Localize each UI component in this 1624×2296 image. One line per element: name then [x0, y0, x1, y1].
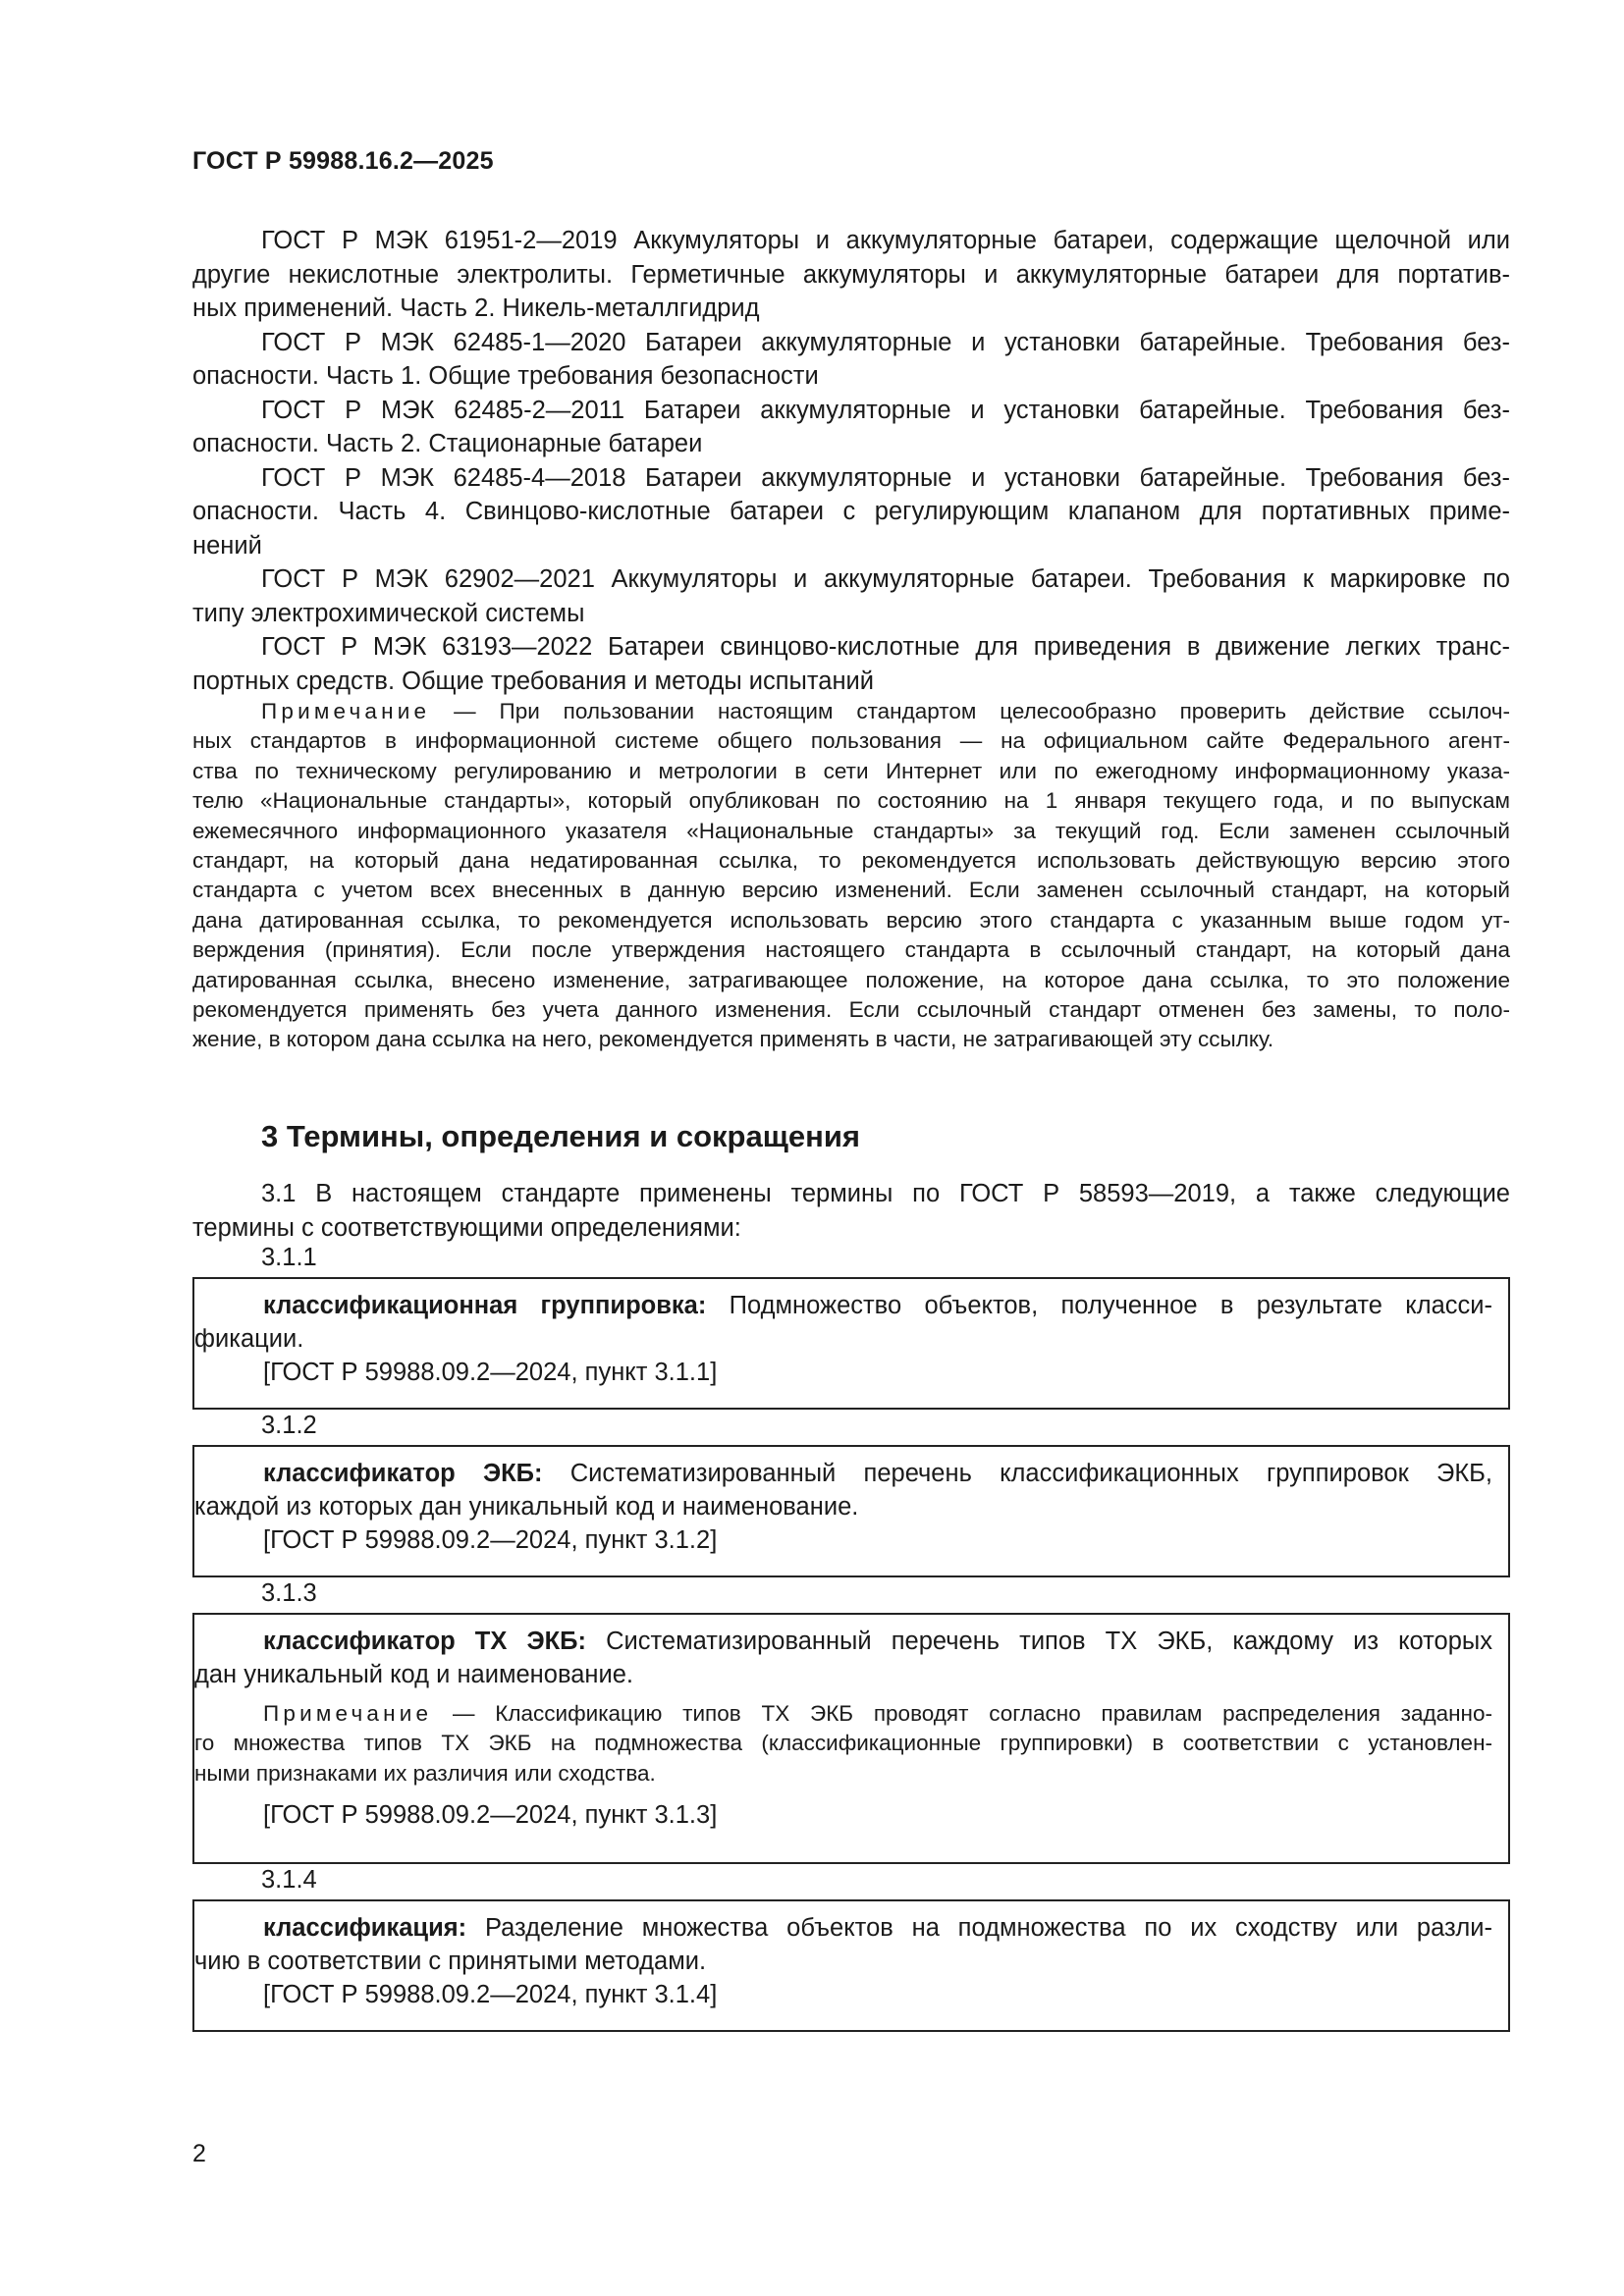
term-number: 3.1.3 — [261, 1579, 317, 1607]
term-box — [192, 1445, 1510, 1577]
term-box — [192, 1613, 1510, 1864]
reference-line: опасности. Часть 4. Свинцово-кислотные батареи с регулирующим клапаном для портативных приме- — [192, 498, 1510, 525]
note-line: ежемесячного информационного указателя «Национальные стандарты» за текущий год. Если заменен ссылочный — [192, 818, 1510, 843]
note-line — [192, 697, 1510, 726]
term-note — [194, 1699, 1492, 1789]
reference-line: ГОСТ Р МЭК 62485-1—2020 Батареи аккумуляторные и установки батарейные. Требования без- — [261, 328, 1510, 356]
reference-line: ГОСТ Р МЭК 63193—2022 Батареи свинцово-кислотные для приведения в движение легких транс- — [261, 633, 1510, 661]
term-note-line: го множества типов ТХ ЭКБ на подмножества (классификационные группировки) в соответствии с установлен- — [194, 1731, 1492, 1756]
term-number: 3.1.1 — [261, 1244, 317, 1271]
note-line: датированная ссылка, внесено изменение, затрагивающее положение, на которое дана ссылка, то это положение — [192, 967, 1510, 992]
note-label: Примечание — [261, 699, 431, 723]
term-number: 3.1.4 — [261, 1866, 317, 1894]
term-name: классификационная группировка: — [263, 1292, 707, 1319]
term-definition: Систематизированный перечень типов ТХ ЭКБ, каждому из которых — [586, 1628, 1493, 1655]
term-source: [ГОСТ Р 59988.09.2—2024, пункт 3.1.4] — [263, 1981, 718, 2008]
term-note-line — [263, 1699, 1492, 1729]
note-line: телю «Национальные стандарты», который опубликован по состоянию на 1 января текущего года, и по выпускам — [192, 788, 1510, 814]
intro-line: термины с соответствующими определениями: — [192, 1213, 741, 1242]
reference-line: нений — [192, 531, 262, 560]
term-name: классификатор ТХ ЭКБ: — [263, 1628, 587, 1655]
term-name: классификатор ЭКБ: — [263, 1460, 543, 1487]
reference-line: опасности. Часть 1. Общие требования безопасности — [192, 362, 819, 390]
section-heading: 3 Термины, определения и сокращения — [261, 1119, 860, 1153]
reference-item — [192, 562, 1510, 630]
reference-item — [192, 394, 1510, 461]
reference-line: ГОСТ Р МЭК 62485-2—2011 Батареи аккумуляторные и установки батарейные. Требования без- — [261, 396, 1510, 424]
reference-line: портных средств. Общие требования и методы испытаний — [192, 667, 875, 695]
note-line: дана датированная ссылка, то рекомендуется использовать версию этого стандарта с указанным выше годом ут- — [192, 907, 1510, 933]
reference-line: ГОСТ Р МЭК 62485-4—2018 Батареи аккумуляторные и установки батарейные. Требования без- — [261, 463, 1510, 492]
term-definition: Разделение множества объектов на подмножества по их сходству или разли- — [466, 1914, 1492, 1942]
references-note — [192, 697, 1510, 1055]
term-line: дан уникальный код и наименование. — [194, 1661, 633, 1688]
term-line — [263, 1625, 1492, 1658]
term-box — [192, 1899, 1510, 2032]
reference-line: опасности. Часть 2. Стационарные батареи — [192, 430, 703, 457]
section-intro — [192, 1177, 1510, 1245]
reference-item — [192, 224, 1510, 326]
term-line — [263, 1911, 1492, 1945]
term-definition: Систематизированный перечень классификационных группировок ЭКБ, — [542, 1460, 1492, 1487]
page-number: 2 — [192, 2140, 206, 2167]
term-number: 3.1.2 — [261, 1412, 317, 1439]
term-line — [263, 1289, 1492, 1322]
intro-line: 3.1 В настоящем стандарте применены термины по ГОСТ Р 58593—2019, а также следующие — [261, 1180, 1510, 1207]
term-box — [192, 1277, 1510, 1410]
term-definition: Подмножество объектов, полученное в результате класси- — [706, 1292, 1492, 1319]
term-name: классификация: — [263, 1914, 467, 1942]
reference-line: другие некислотные электролиты. Герметичные аккумуляторы и аккумуляторные батареи для портатив- — [192, 260, 1510, 289]
note-line: стандарт, на который дана недатированная ссылка, то рекомендуется использовать действующую версию этого — [192, 847, 1510, 873]
term-line — [263, 1457, 1492, 1490]
reference-line: ных применений. Часть 2. Никель-металлгидрид — [192, 294, 760, 322]
note-line: стандарта с учетом всех внесенных в данную версию изменений. Если заменен ссылочный стандарт, на который — [192, 878, 1510, 903]
reference-line: ГОСТ Р МЭК 62902—2021 Аккумуляторы и аккумуляторные батареи. Требования к маркировке по — [261, 565, 1510, 593]
note-line: жение, в котором дана ссылка на него, рекомендуется применять в части, не затрагивающей эту ссылку. — [192, 1027, 1274, 1052]
reference-item — [192, 461, 1510, 563]
reference-line: ГОСТ Р МЭК 61951-2—2019 Аккумуляторы и аккумуляторные батареи, содержащие щелочной или — [261, 227, 1510, 254]
note-line: рекомендуется применять без учета данного изменения. Если ссылочный стандарт отменен без замены, то поло- — [192, 996, 1510, 1022]
reference-line: типу электрохимической системы — [192, 599, 585, 627]
term-note-text: — Классификацию типов ТХ ЭКБ проводят согласно правилам распределения заданно- — [432, 1701, 1492, 1726]
term-line: каждой из которых дан уникальный код и наименование. — [194, 1493, 859, 1521]
note-line: верждения (принятия). Если после утверждения настоящего стандарта в ссылочный стандарт, на который дана — [192, 937, 1510, 963]
reference-item — [192, 326, 1510, 394]
term-source: [ГОСТ Р 59988.09.2—2024, пункт 3.1.3] — [263, 1801, 718, 1830]
term-source: [ГОСТ Р 59988.09.2—2024, пункт 3.1.1] — [263, 1359, 718, 1386]
document-header: ГОСТ Р 59988.16.2—2025 — [192, 147, 494, 175]
term-line: чию в соответствии с принятыми методами. — [194, 1948, 707, 1975]
term-note-label: Примечание — [263, 1701, 433, 1726]
note-line: ства по техническому регулированию и метрологии в сети Интернет или по ежегодному информационному указа- — [192, 758, 1510, 783]
term-line: фикации. — [194, 1325, 304, 1353]
term-source: [ГОСТ Р 59988.09.2—2024, пункт 3.1.2] — [263, 1526, 718, 1554]
term-note-line: ными признаками их различия или сходства. — [194, 1760, 656, 1786]
reference-item — [192, 630, 1510, 698]
note-text: — При пользовании настоящим стандартом целесообразно проверить действие ссылоч- — [430, 699, 1510, 723]
note-line: ных стандартов в информационной системе общего пользования — на официальном сайте Федерального агент- — [192, 728, 1510, 754]
normative-references — [192, 224, 1510, 698]
